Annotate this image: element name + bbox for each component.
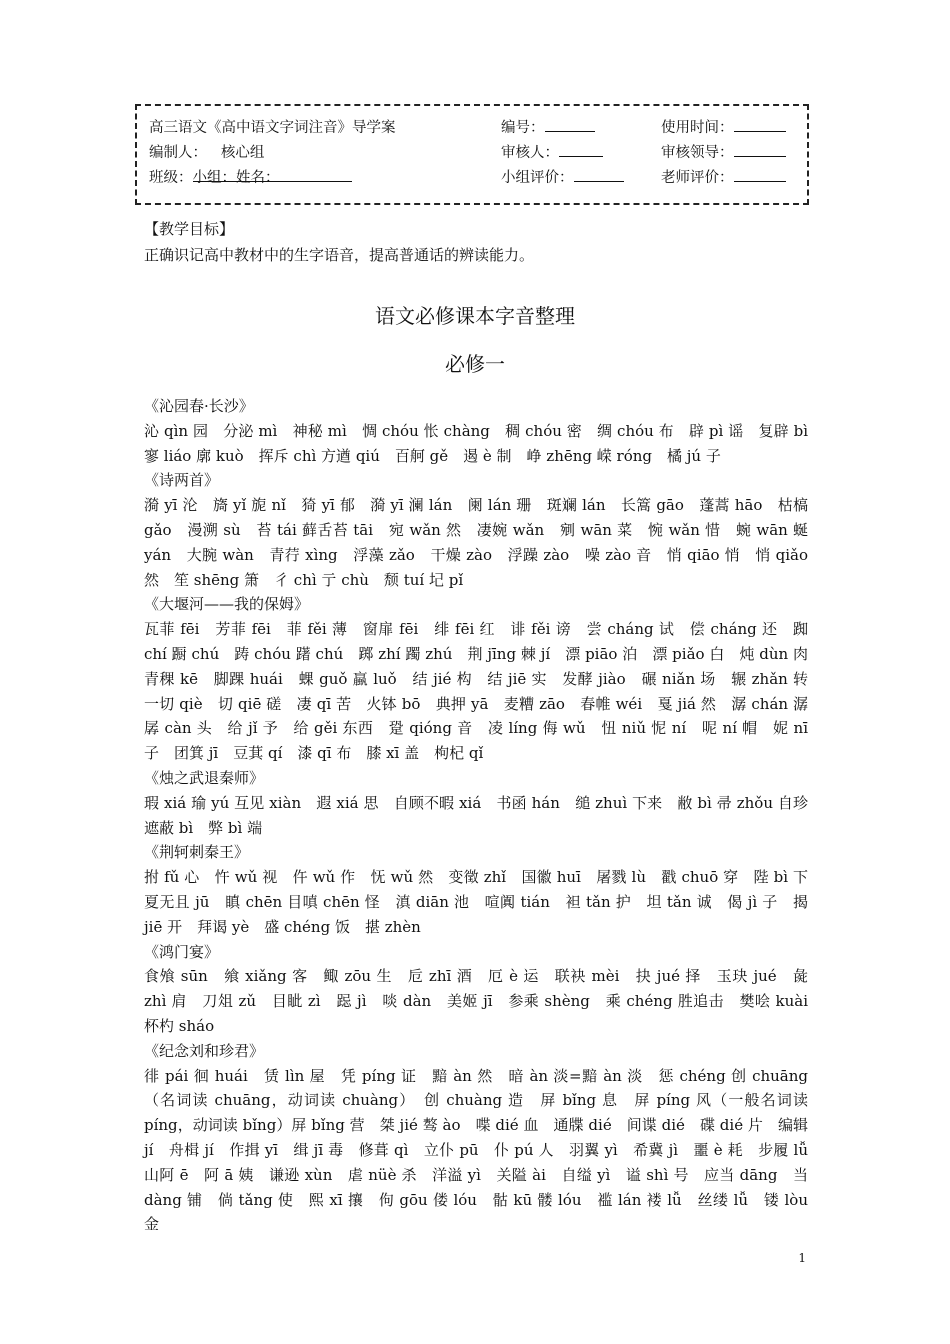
lesson-title: 《大堰河——我的保姆》 — [144, 595, 310, 614]
name-blank[interactable] — [280, 166, 352, 182]
review-leader-label: 审核领导： — [661, 145, 734, 161]
lesson-text: 食飧 sūn 飨 xiǎng 客 鲰 zōu 生 卮 zhī 酒 厄 è 运 联袂 mèi 抉 jué 择 玉玦 jué 彘 zhì 肩 刀俎 zǔ 目眦 zì 跽 jì 啖 dàn 美姬 jī 参乘 shèng 乘 chéng 胜追击 樊哙 kuài 杯杓 sháo — [144, 967, 808, 1035]
teacher-eval-label: 老师评价： — [661, 170, 734, 186]
lesson-title: 《烛之武退秦师》 — [144, 768, 265, 787]
serial-number-blank[interactable] — [545, 116, 595, 132]
review-leader-blank[interactable] — [734, 141, 786, 157]
use-time-label: 使用时间： — [661, 120, 734, 136]
lesson-title: 《荆轲刺秦王》 — [144, 843, 250, 862]
group-blank[interactable] — [236, 166, 286, 182]
reviewer-blank[interactable] — [559, 141, 603, 157]
main-title: 语文必修课本字音整理 — [375, 304, 575, 328]
group-eval-field[interactable] — [501, 166, 574, 187]
editor-field: 编制人： 核心组 — [149, 145, 265, 161]
group-eval-label: 小组评价： — [501, 170, 574, 186]
name-label: 姓名： — [236, 170, 280, 186]
page-number: 1 — [798, 1251, 806, 1265]
lesson-text: 漪 yī 沦 旖 yǐ 旎 nǐ 猗 yī 郁 漪 yī 澜 lán 阑 lán 珊 斑斓 lán 长篙 gāo 蓬蒿 hāo 枯槁 gǎo 漫溯 sù 苔 tái 藓舌苔 tāi 宛 wǎn 然 凄婉 wǎn 剜 wān 菜 惋 wǎn 惜 蜿 wān 蜒 yán 大腕 wàn 青荇 xìng 浮藻 zǎo 干燥 zào 浮躁 zào 噪 zào 音 悄 qiāo 悄 悄 qiǎo 然 笙 shēng 箫 彳 chì 亍 chù 颓 tuí 圮 pǐ — [144, 496, 808, 589]
doc-title: 高三语文《高中语文字词注音》导学案 — [149, 120, 396, 136]
lesson-title: 《鸿门宴》 — [144, 942, 220, 961]
sub-title: 必修一 — [445, 352, 505, 376]
lesson-title: 《纪念刘和珍君》 — [144, 1041, 265, 1060]
lesson-text: 徘 pái 徊 huái 赁 lìn 屋 凭 píng 证 黯 àn 然 暗 àn 淡=黯 àn 淡 惩 chéng 创 chuāng（名词读 chuāng，动词读 chuàng） 创 chuàng 造 屏 bǐng 息 屏 píng 风（一般名词读 píng，动词读 bǐng）屏 bǐng 营 桀 jié 骜 ào 喋 dié 血 通牒 dié 间谍 dié 碟 dié 片 编辑 jí 舟楫 jí 作揖 yī 缉 jī 毒 修葺 qì 立仆 pū 仆 pú 人 羽翼 yì 希冀 jì 噩 è 耗 步履 lǚ 山阿 ē 阿 ā 姨 谦逊 xùn 虐 nüè 杀 洋溢 yì 关隘 ài 自缢 yì 谥 shì 号 应当 dāng 当 dàng 铺 倘 tǎng 使 熙 xī 攘 佝 gōu 偻 lóu 骷 kū 髅 lóu 褴 lán 褛 lǚ 丝缕 lǚ 镂 lòu 金 — [144, 1066, 808, 1234]
lesson-text: 沁 qìn 园 分泌 mì 神秘 mì 惆 chóu 怅 chàng 稠 chóu 密 绸 chóu 布 辟 pì 谣 复辟 bì 寥 liáo 廓 kuò 挥斥 chì 方遒 qiú 百舸 gě 遏 è 制 峥 zhēng 嵘 róng 橘 jú 子 — [144, 421, 824, 465]
header-row-3 — [149, 166, 799, 188]
class-blank[interactable] — [193, 166, 237, 182]
header-row-1 — [149, 116, 799, 138]
teacher-eval-field[interactable] — [661, 166, 734, 187]
lesson-title: 《诗两首》 — [144, 471, 220, 490]
use-time-field[interactable] — [661, 116, 734, 137]
lesson-title: 《沁园春·长沙》 — [144, 397, 254, 415]
review-leader-field[interactable] — [661, 141, 734, 162]
lesson-text: 瓦菲 fēi 芳菲 fēi 菲 fěi 薄 窗扉 fēi 绯 fēi 红 诽 fěi 谤 尝 cháng 试 偿 cháng 还 踟 chí 蹰 chú 踌 chóu 躇 chú 踯 zhí 躅 zhú 荆 jīng 棘 jí 漂 piāo 泊 漂 piǎo 白 炖 dùn 肉 青稞 kē 脚踝 huái 蜾 guǒ 蠃 luǒ 结 jié 构 结 jiē 实 发酵 jiào 碾 niǎn 场 辗 zhǎn 转 一切 qiè 切 qiē 磋 凄 qī 苦 火钵 bō 典押 yā 麦糟 zāo 春帷 wéi 戛 jiá 然 潺 chán 潺孱 càn 头 给 jǐ 予 给 gěi 东西 跫 qióng 音 凌 líng 侮 wǔ 忸 niǔ 怩 ní 呢 ní 帽 妮 nī 子 团箕 jī 豆萁 qí 漆 qī 布 膝 xī 盖 枸杞 qǐ — [144, 620, 824, 763]
header-row-2 — [149, 141, 799, 163]
reviewer-field[interactable] — [501, 141, 559, 162]
teaching-goal-heading: 【教学目标】 — [144, 220, 235, 238]
lesson-text: 拊 fǔ 心 忤 wǔ 视 仵 wǔ 作 怃 wǔ 然 变徵 zhǐ 国徽 huī 屠戮 lù 戳 chuō 穿 陛 bì 下 夏无且 jū 瞋 chēn 目嗔 chēn 怪 滇 diān 池 喧阗 tián 袒 tǎn 护 坦 tǎn 诚 偈 jì 子 揭 jiē 开 拜谒 yè 盛 chéng 饭 揕 zhèn — [144, 868, 824, 936]
group-eval-blank[interactable] — [574, 166, 624, 182]
pronunciation-content — [144, 394, 824, 1237]
header-info-box — [135, 104, 809, 205]
serial-number-label: 编号： — [501, 120, 545, 136]
use-time-blank[interactable] — [734, 116, 786, 132]
reviewer-label: 审核人： — [501, 145, 559, 161]
class-group-name-field[interactable] — [149, 166, 280, 187]
teacher-eval-blank[interactable] — [734, 166, 786, 182]
lesson-text: 瑕 xiá 瑜 yú 互见 xiàn 遐 xiá 思 自顾不暇 xiá 书函 hán 缒 zhuì 下来 敝 bì 帚 zhǒu 自珍 遮蔽 bì 弊 bì 端 — [144, 793, 824, 837]
class-label: 班级： — [149, 170, 193, 186]
group-label: 小组： — [192, 170, 236, 186]
teaching-goal-text: 正确识记高中教材中的生字语音，提高普通话的辨读能力。 — [144, 246, 535, 264]
serial-number-field[interactable] — [501, 116, 545, 137]
